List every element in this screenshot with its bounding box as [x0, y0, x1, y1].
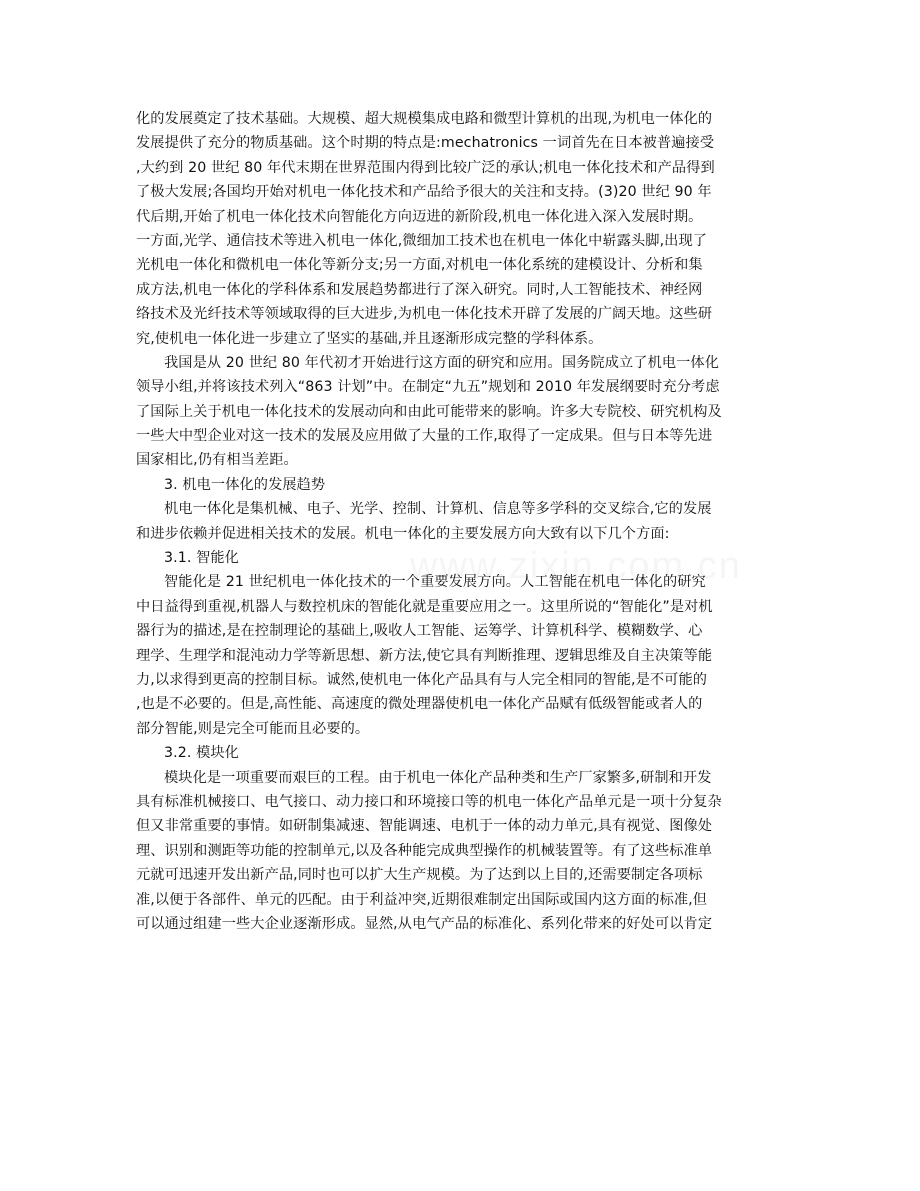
paragraph-start-line: 模块化是一项重要而艰巨的工程。由于机电一体化产品种类和生产厂家繁多,研制和开发 — [164, 769, 712, 786]
text-line: 化的发展奠定了技术基础。大规模、超大规模集成电路和微型计算机的出现,为机电一体化的 — [136, 111, 713, 127]
paragraph-start-line: 机电一体化是集机械、电子、光学、控制、计算机、信息等多学科的交叉综合,它的发展 — [164, 501, 712, 518]
text-line: 元就可迅速开发出新产品,同时也可以扩大生产规模。为了达到以上目的,还需要制定各项标 — [136, 867, 703, 884]
text-line: 发展提供了充分的物质基础。这个时期的特点是:mechatronics 一词首先在日本被普遍接受 — [136, 135, 715, 152]
text-line: 具有标准机械接口、电气接口、动力接口和环境接口等的机电一体化产品单元是一项十分复杂 — [136, 793, 722, 810]
text-line: 理学、生理学和混沌动力学等新思想、新方法,使它具有判断推理、逻辑思维及自主决策等能 — [136, 647, 713, 664]
body-text — [136, 107, 788, 936]
text-line: 了国际上关于机电一体化技术的发展动向和由此可能带来的影响。许多大专院校、研究机构及 — [136, 403, 722, 420]
text-line: ,也是不必要的。但是,高性能、高速度的微处理器使机电一体化产品赋有低级智能或者人的 — [136, 696, 703, 713]
text-line: 部分智能,则是完全可能而且必要的。 — [136, 720, 370, 737]
text-line: 国家相比,仍有相当差距。 — [136, 452, 298, 469]
paragraph-start-line: 我国是从 20 世纪 80 年代初才开始进行这方面的研究和应用。国务院成立了机电一体化 — [164, 354, 720, 371]
text-line: 一些大中型企业对这一技术的发展及应用做了大量的工作,取得了一定成果。但与日本等先进 — [136, 428, 713, 445]
text-line: 中日益得到重视,机器人与数控机床的智能化就是重要应用之一。这里所说的“智能化”是对机 — [136, 598, 713, 615]
text-line: 理、识别和测距等功能的控制单元,以及各种能完成典型操作的机械装置等。有了这些标准单 — [136, 842, 713, 859]
text-line: 究,使机电一体化进一步建立了坚实的基础,并且逐渐形成完整的学科体系。 — [136, 330, 603, 347]
section-heading: 3. 机电一体化的发展趋势 — [164, 476, 326, 493]
text-line: 和进步依赖并促进相关技术的发展。机电一体化的主要发展方向大致有以下几个方面: — [136, 525, 670, 542]
text-line: 可以通过组建一些大企业逐渐形成。显然,从电气产品的标准化、系列化带来的好处可以肯定 — [136, 915, 713, 932]
text-line: 领导小组,并将该技术列入“863 计划”中。在制定“九五”规划和 2010 年发展纲要时充分考虑 — [136, 379, 720, 396]
text-line: 了极大发展;各国均开始对机电一体化技术和产品给予很大的关注和支持。(3)20 世纪 90 年 — [136, 184, 712, 201]
text-line: 准,以便于各部件、单元的匹配。由于利益冲突,近期很难制定出国际或国内这方面的标准,但 — [136, 891, 708, 908]
text-line: 成方法,机电一体化的学科体系和发展趋势都进行了深入研究。同时,人工智能技术、神经网 — [136, 281, 703, 298]
text-line: 但又非常重要的事情。如研制集减速、智能调速、电机于一体的动力单元,具有视觉、图像处 — [136, 818, 713, 835]
paragraph-start-line: 智能化是 21 世纪机电一体化技术的一个重要发展方向。人工智能在机电一体化的研究 — [164, 574, 706, 591]
text-line: ,大约到 20 世纪 80 年代末期在世界范围内得到比较广泛的承认;机电一体化技术和产品得到 — [136, 159, 715, 176]
text-line: 络技术及光纤技术等领域取得的巨大进步,为机电一体化技术开辟了发展的广阔天地。这些研 — [136, 306, 713, 323]
text-line: 力,以求得到更高的控制目标。诚然,使机电一体化产品具有与人完全相同的智能,是不可能的 — [136, 671, 708, 688]
subsection-heading: 3.1. 智能化 — [164, 550, 239, 567]
text-line: 光机电一体化和微机电一体化等新分支;另一方面,对机电一体化系统的建模设计、分析和集 — [136, 257, 703, 274]
text-line: 一方面,光学、通信技术等进入机电一体化,微细加工技术也在机电一体化中崭露头脚,出现了 — [136, 232, 708, 249]
text-line: 器行为的描述,是在控制理论的基础上,吸收人工智能、运筹学、计算机科学、模糊数学、心 — [136, 623, 703, 640]
subsection-heading: 3.2. 模块化 — [164, 745, 239, 762]
text-line: 代后期,开始了机电一体化技术向智能化方向迈进的新阶段,机电一体化进入深入发展时期。 — [136, 208, 703, 225]
